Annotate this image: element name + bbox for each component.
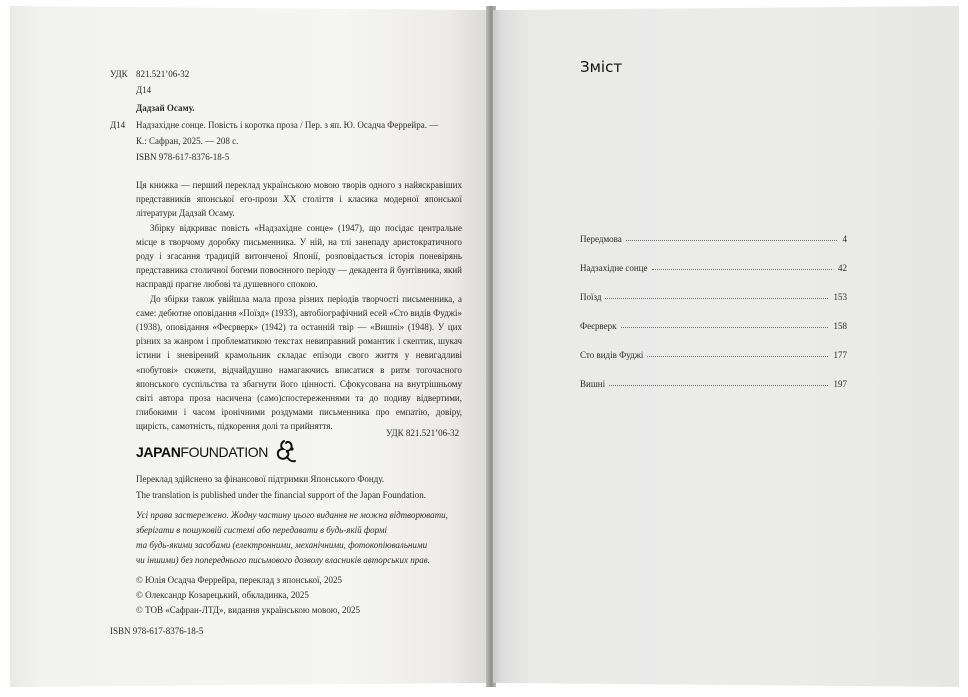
- toc-entry[interactable]: [580, 288, 847, 302]
- toc-entry[interactable]: [580, 230, 847, 244]
- toc-entry[interactable]: [580, 317, 847, 331]
- toc-leader-dots: [621, 327, 828, 328]
- d-code-margin: Д14: [110, 120, 126, 130]
- toc-entry[interactable]: [580, 346, 847, 360]
- logo-word-japan: JAPAN: [136, 444, 181, 460]
- toc-entry-page: 177: [833, 350, 847, 360]
- support-line-uk: Переклад здійснено за фінансової підтримки Японського Фонду.: [136, 474, 385, 484]
- logo-word-foundation: FOUNDATION: [180, 444, 268, 460]
- udk-bottom: УДК 821.521’06-32: [386, 428, 460, 438]
- toc-entry[interactable]: [580, 375, 847, 389]
- copyright-translation: © Юлія Осадча Феррейра, переклад з японської, 2025: [136, 575, 343, 585]
- toc-entry-title: Вишні: [580, 379, 606, 389]
- japan-foundation-logo: [136, 440, 298, 464]
- copyright-publisher: © ТОВ «Сафран-ЛТД», видання українською мовою, 2025: [136, 605, 360, 615]
- toc-entry-title: Передмова: [580, 234, 622, 244]
- biblio-line-1: Надзахідне сонце. Повість і коротка проза / Пер. з яп. Ю. Осадча Феррейра. —: [136, 120, 439, 130]
- d-code: Д14: [136, 85, 152, 95]
- rights-line-2: зберігати в пошуковій системі або передавати в будь-якій формі: [136, 525, 387, 535]
- toc-entry-page: 4: [842, 234, 847, 244]
- udk-value: 821.521’06-32: [136, 69, 190, 79]
- biblio-isbn: ISBN 978-617-8376-18-5: [136, 152, 230, 162]
- copyright-cover: © Олександр Козарецький, обкладинка, 2025: [136, 590, 309, 600]
- annotation-paragraph-1: Ця книжка — перший переклад українською мовою творів одного з найяскравіших представників японської его-прози XX століття і класика модерної японської літератури Дадзай Осаму.: [136, 180, 462, 219]
- toc-entry-title: Надзахідне сонце: [580, 263, 648, 273]
- toc-leader-dots: [609, 385, 827, 386]
- toc-entry-page: 153: [833, 292, 847, 302]
- annotation-paragraph-3: До збірки також увійшла мала проза різних періодів творчості письменника, а саме: дебютне оповідання «Поїзд» (1933), автобіографічний есей «Сто видів Фуджі» (1938), оповідання «Феєрверк» (1942) та останній твір — «Вишні» (1948). У цих різних за жанром і проблематикою текстах невиправний романтик і скептик, шукач істини і зневірений крамольник складає епізоди свого життя у невигадливі «побутові» сюжети, відчайдушно намагаючись вписатися в ритм тогочасного японського суспільства та збагнути його цінності. Сфокусована на внутрішньому світі автора проза насичена (само)спостереженнями та до подиву відвертими, глибокими і часом іронічними роздумами письменника про емпатію, довіру, щирість, самотність, підкорення долі та прийняття.: [136, 293, 462, 432]
- toc-entry-page: 158: [833, 321, 847, 331]
- contents-title: Зміст: [580, 58, 623, 76]
- rights-line-3: та будь-якими засобами (електронними, механічними, фотокопіювальними: [136, 540, 428, 550]
- rights-line-1: Усі права застережено. Жодну частину цього видання не можна відтворювати,: [136, 510, 448, 520]
- isbn-bottom: ISBN 978-617-8376-18-5: [110, 626, 204, 636]
- toc-entry-page: 42: [838, 263, 847, 273]
- toc-leader-dots: [626, 240, 837, 241]
- japan-foundation-bird-icon: [272, 439, 298, 465]
- annotation-paragraph-2: Збірку відкриває повість «Надзахідне сонце» (1947), що посідає центральне місце в творчому доробку письменника. У ній, на тлі занепаду аристократичного роду і згасання традицій витонченої Японії, розповідається історія поневірянь представника столичної богеми повоєнного періоду — декадента й бунтівника, який насправді прагне любові та душевного спокою.: [136, 222, 462, 290]
- toc-entry-title: Сто видів Фуджі: [580, 350, 644, 360]
- toc-leader-dots: [647, 356, 827, 357]
- annotation: [136, 178, 462, 434]
- toc-entry-title: Поїзд: [580, 292, 602, 302]
- support-line-en: The translation is published under the financial support of the Japan Foundation.: [136, 490, 426, 500]
- toc-leader-dots: [605, 298, 827, 299]
- toc-leader-dots: [652, 269, 833, 270]
- toc-entry-title: Феєрверк: [580, 321, 617, 331]
- udk-label: УДК: [110, 69, 128, 79]
- rights-line-4: чи іншими) без попереднього письмового дозволу власників авторських прав.: [136, 555, 430, 565]
- toc-entry-page: 197: [833, 379, 847, 389]
- author-name: Дадзай Осаму.: [136, 103, 195, 113]
- toc-entry[interactable]: [580, 259, 847, 273]
- biblio-line-2: К.: Сафран, 2025. — 208 с.: [136, 136, 239, 146]
